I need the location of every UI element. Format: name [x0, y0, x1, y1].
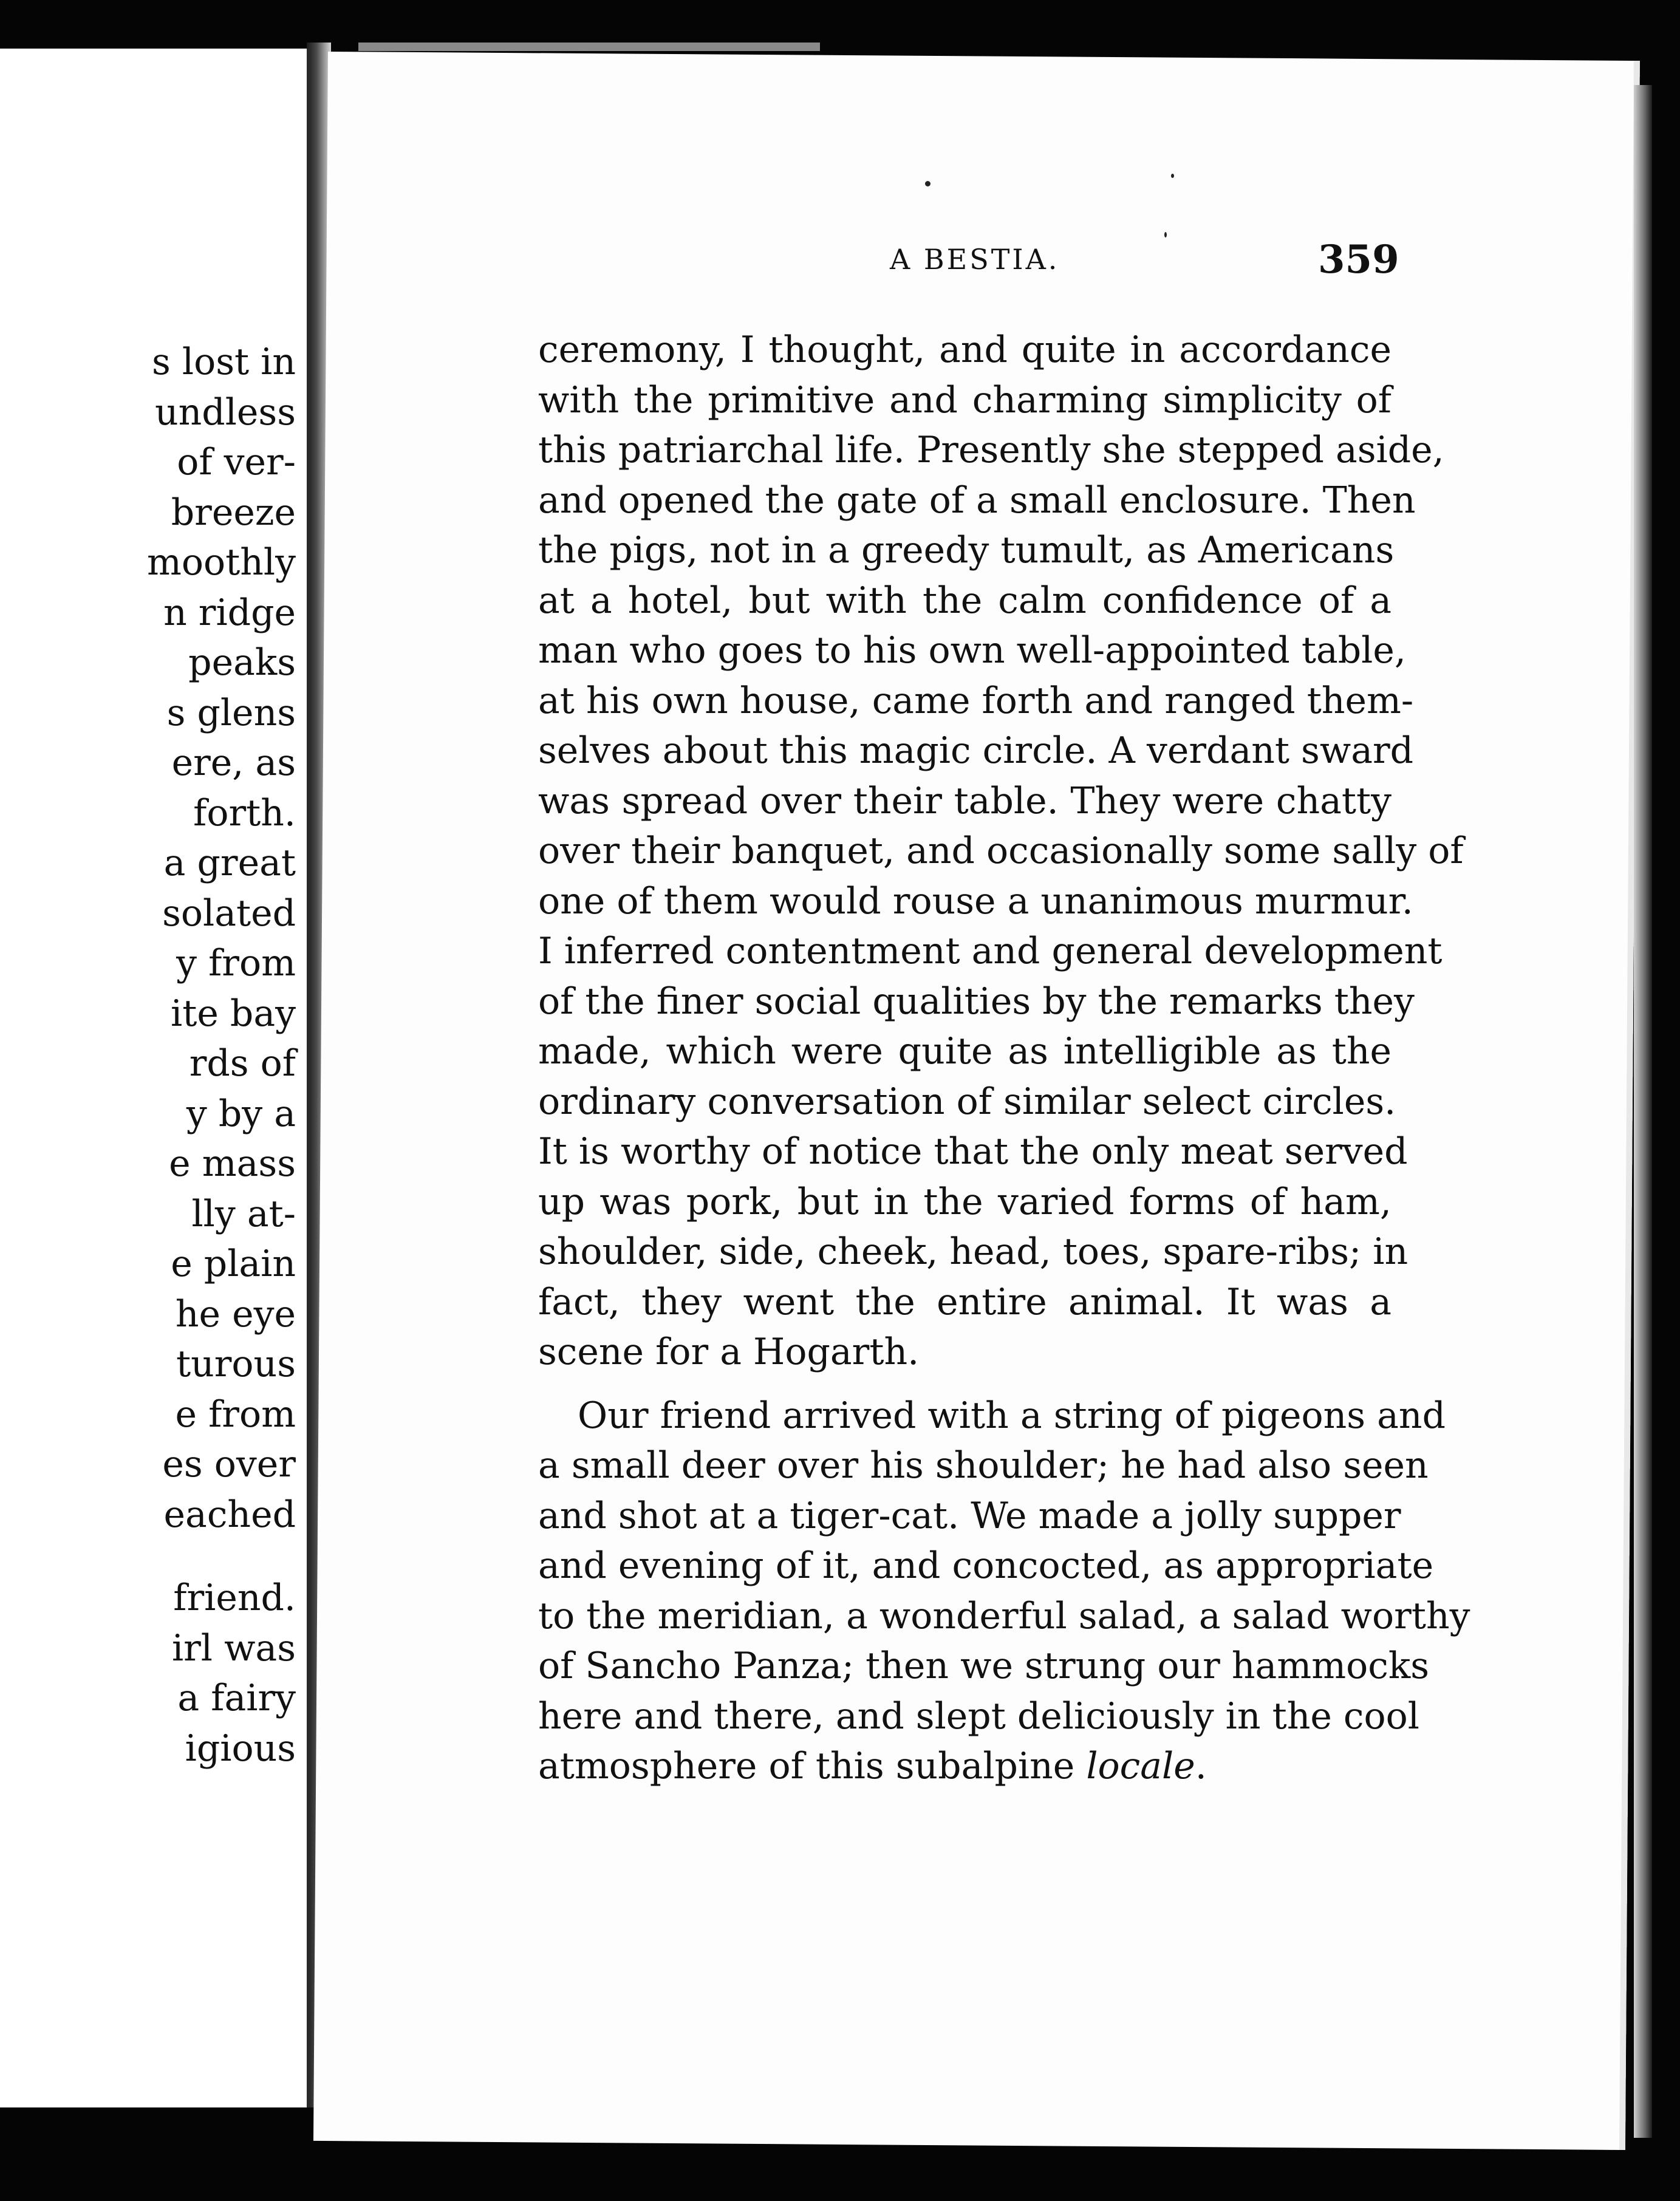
left-line: e from	[175, 1393, 296, 1436]
text-line: this patriarchal life. Presently she stepped aside,	[538, 429, 1444, 471]
text-line: here and there, and slept deliciously in the cool	[538, 1694, 1419, 1738]
left-line: ite bay	[171, 992, 296, 1035]
text-line: up was pork, but in the varied forms of ham,	[538, 1180, 1391, 1223]
left-line: igious	[185, 1727, 296, 1770]
text-line: over their banquet, and occasionally some sally of	[538, 830, 1464, 872]
left-line: s lost in	[152, 341, 296, 383]
left-line: lly at-	[191, 1192, 296, 1235]
left-line: e mass	[169, 1142, 296, 1185]
text-fragment: atmosphere of this subalpine	[538, 1745, 1087, 1787]
left-line: peaks	[188, 641, 296, 684]
page-top-edge	[358, 43, 820, 51]
left-line: irl was	[171, 1626, 296, 1670]
page-stack-edge	[1634, 85, 1652, 2138]
left-line: s glens	[166, 691, 296, 734]
text-line: man who goes to his own well-appointed table,	[538, 629, 1406, 672]
text-line: a small deer over his shoulder; he had also seen	[538, 1444, 1429, 1487]
text-line: with the primitive and charming simplicity of	[538, 378, 1391, 421]
text-line: scene for a Hogarth.	[538, 1331, 920, 1373]
print-speck	[1171, 174, 1174, 178]
left-line: rds of	[189, 1042, 296, 1085]
text-line: the pigs, not in a greedy tumult, as Americans	[538, 529, 1395, 572]
text-line: and opened the gate of a small enclosure. Then	[538, 479, 1416, 522]
left-line: e plain	[171, 1243, 296, 1285]
text-line: and evening of it, and concocted, as appropriate	[538, 1544, 1434, 1587]
print-speck	[1164, 232, 1167, 237]
left-page-text	[147, 337, 296, 1773]
left-line: friend.	[173, 1577, 296, 1619]
italic-word: locale	[1086, 1745, 1195, 1787]
left-line: solated	[162, 892, 296, 935]
text-line: to the meridian, a wonderful salad, a salad worthy	[538, 1594, 1470, 1637]
text-line: I inferred contentment and general development	[538, 930, 1443, 972]
left-line: n ridge	[163, 591, 296, 634]
page-number: 359	[1318, 237, 1399, 282]
text-fragment: .	[1195, 1745, 1207, 1787]
text-line: fact, they went the entire animal. It was a	[538, 1280, 1391, 1323]
left-line: es over	[162, 1443, 296, 1486]
text-line: at his own house, came forth and ranged them-	[538, 679, 1414, 722]
left-line: forth.	[193, 791, 296, 834]
left-line: undless	[155, 391, 296, 434]
left-line: eached	[163, 1493, 296, 1536]
text-line: of Sancho Panza; then we strung our hammocks	[538, 1645, 1429, 1687]
running-head: A BESTIA.	[890, 243, 1060, 276]
left-line: a great	[163, 842, 296, 884]
text-line: ordinary conversation of similar select circles.	[538, 1080, 1396, 1123]
text-line: ceremony, I thought, and quite in accordance	[538, 329, 1391, 371]
left-line: ere, as	[171, 742, 296, 784]
print-speck	[925, 181, 930, 186]
left-line: breeze	[171, 491, 296, 534]
text-line: was spread over their table. They were chatty	[538, 779, 1391, 822]
text-line: at a hotel, but with the calm confidence of a	[538, 579, 1391, 622]
text-line: of the finer social qualities by the remarks they	[538, 980, 1415, 1023]
text-line: It is worthy of notice that the only meat served	[538, 1130, 1408, 1173]
text-line: one of them would rouse a unanimous murmur.	[538, 879, 1413, 923]
left-line: moothly	[147, 541, 296, 584]
body-text	[538, 325, 1470, 1792]
left-page	[0, 49, 310, 2107]
left-line: a fairy	[177, 1677, 296, 1719]
text-line: shoulder, side, cheek, head, toes, spare-ribs; in	[538, 1230, 1409, 1273]
left-line: y from	[176, 942, 296, 984]
text-line: and shot at a tiger-cat. We made a jolly supper	[538, 1494, 1401, 1537]
final-text-line	[538, 1741, 1391, 1792]
text-line: selves about this magic circle. A verdant sward	[538, 729, 1414, 772]
text-line: made, which were quite as intelligible as the	[538, 1030, 1391, 1073]
left-line: y by a	[186, 1092, 296, 1135]
left-line: he eye	[175, 1292, 296, 1336]
left-line: of ver-	[177, 441, 296, 483]
text-line: Our friend arrived with a string of pigeons and	[578, 1394, 1446, 1437]
left-line: turous	[176, 1343, 296, 1385]
